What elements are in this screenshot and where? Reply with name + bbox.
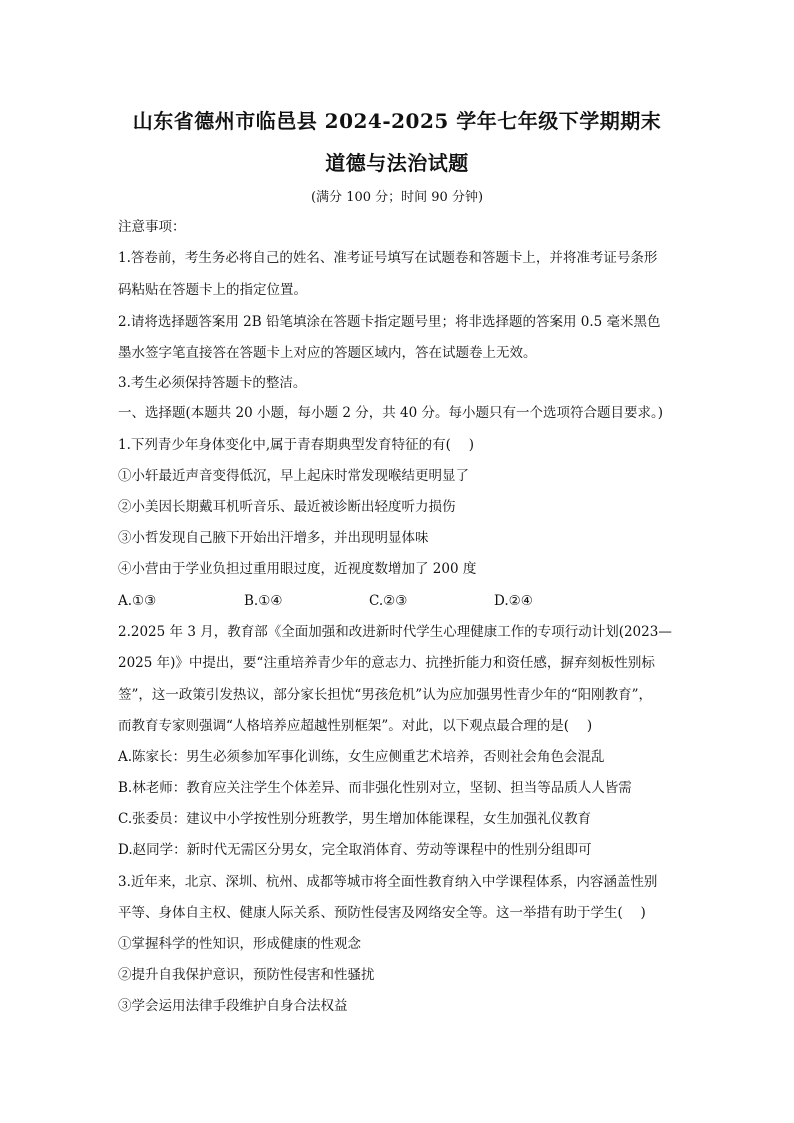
exam-subtitle: (满分 100 分；时间 90 分钟) [310, 190, 484, 205]
question-2-stem-line: 而教育专家则强调“人格培养应超越性别框架”。对此，以下观点最合理的是( ) [118, 718, 593, 734]
section-heading: 一、选择题(本题共 20 小题，每小题 2 分，共 40 分。每小题只有一个选项符合题目要求。) [118, 405, 663, 421]
exam-title-line1: 山东省德州市临邑县 2024-2025 学年七年级下学期期末 [132, 109, 662, 133]
question-2-option-c: C.张委员：建议中小学按性别分班教学，男生增加体能课程，女生加强礼仪教育 [118, 811, 592, 827]
question-2-stem-line: 2.2025 年 3 月，教育部《全面加强和改进新时代学生心理健康工作的专项行动计划(2023— [118, 624, 672, 640]
question-3-item: ②提升自我保护意识，预防性侵害和性骚扰 [118, 967, 375, 983]
exam-title-line2: 道德与法治试题 [325, 151, 469, 175]
notes-heading: 注意事项： [118, 219, 186, 235]
question-3-stem-line: 3.近年来，北京、深圳、杭州、成都等城市将全面性教育纳入中学课程体系，内容涵盖性别 [118, 874, 658, 890]
question-1-option-a: A.①③ [118, 593, 157, 609]
question-1-item: ①小轩最近声音变得低沉，早上起床时常发现喉结更明显了 [118, 468, 469, 484]
question-1-option-c: C.②③ [369, 593, 408, 609]
question-1-item: ②小美因长期戴耳机听音乐、最近被诊断出轻度听力损伤 [118, 499, 456, 515]
question-2-option-d: D.赵同学：新时代无需区分男女，完全取消体育、劳动等课程中的性别分组即可 [118, 842, 592, 858]
notes-item: 码粘贴在答题卡上的指定位置。 [118, 282, 307, 298]
question-2-option-a: A.陈家长：男生必须参加军事化训练，女生应侧重艺术培养，否则社会角色会混乱 [118, 749, 605, 765]
question-1-option-d: D.②④ [494, 593, 533, 609]
question-1-item: ④小营由于学业负担过重用眼过度，近视度数增加了 200 度 [118, 561, 477, 577]
notes-item: 3.考生必须保持答题卡的整洁。 [118, 375, 307, 391]
question-2-stem-line: 签”，这一政策引发热议，部分家长担忧“男孩危机”认为应加强男性青少年的“阳刚教育”， [118, 687, 653, 703]
question-1-option-b: B.①④ [244, 593, 283, 609]
question-3-item: ③学会运用法律手段维护自身合法权益 [118, 998, 348, 1014]
question-3-item: ①掌握科学的性知识，形成健康的性观念 [118, 936, 361, 952]
question-3-stem-line: 平等、身体自主权、健康人际关系、预防性侵害及网络安全等。这一举措有助于学生( ) [118, 905, 646, 921]
notes-item: 2.请将选择题答案用 2B 铅笔填涂在答题卡指定题号里；将非选择题的答案用 0.5 毫米黑色 [118, 314, 661, 330]
question-1-stem: 1.下列青少年身体变化中,属于青春期典型发育特征的有( ) [118, 437, 474, 453]
notes-item: 墨水签字笔直接答在答题卡上对应的答题区域内，答在试题卷上无效。 [118, 345, 537, 361]
question-1-item: ③小哲发现自己腋下开始出汗增多，并出现明显体味 [118, 530, 429, 546]
question-2-stem-line: 2025 年)》中提出，要“注重培养青少年的意志力、抗挫折能力和资任感，摒弃刻板性别标 [118, 655, 655, 671]
question-2-option-b: B.林老师：教育应关注学生个体差异、而非强化性别对立，坚韧、担当等品质人人皆需 [118, 780, 632, 796]
notes-item: 1.答卷前，考生务必将自己的姓名、准考证号填写在试题卷和答题卡上，并将准考证号条形 [118, 250, 658, 266]
